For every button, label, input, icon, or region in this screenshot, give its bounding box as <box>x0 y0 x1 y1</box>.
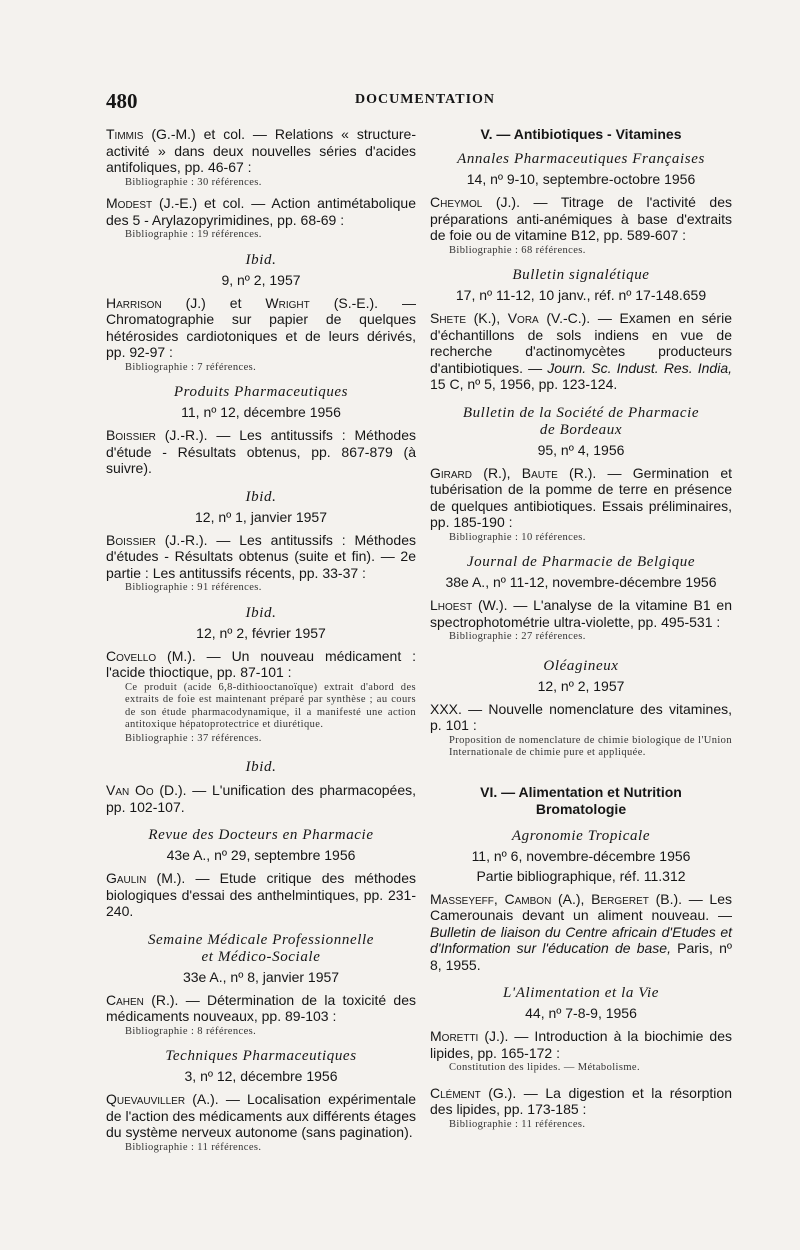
entry-text: (V.-C.). — Examen en série d'échantillons de sols indiens en vue de recherche d'actinomycètes producteurs d'antibiotiques. — <box>430 310 732 376</box>
entry-text: (G.-M.) et col. — Relations « structure-activité » dans deux nouvelles séries d'acides antifoliques, pp. 46-67 : <box>106 126 416 175</box>
entry-text: (J.-E.) et col. — Action antimétabolique des 5 - Arylazopyrimidines, pp. 68-69 : <box>106 195 416 228</box>
entry-note: Bibliographie : 10 références. <box>449 531 586 543</box>
entry-text: (J.) et <box>161 294 266 311</box>
journal-issue: 12, nº 1, janvier 1957 <box>195 508 327 525</box>
entry-note: Bibliographie : 30 références. <box>125 176 262 188</box>
bibliography-entry <box>106 427 416 477</box>
journal-title: et Médico-Sociale <box>201 948 321 965</box>
journal-title: de Bordeaux <box>539 421 623 438</box>
journal-issue: 14, nº 9-10, septembre-octobre 1956 <box>466 171 696 187</box>
entry-note: Bibliographie : 68 références. <box>449 244 586 256</box>
journal-title: Semaine Médicale Professionnelle <box>147 931 375 948</box>
entry-author: Masseyeff <box>430 890 494 907</box>
entry-note: Bibliographie : 11 références. <box>449 1118 586 1130</box>
entry-text: , <box>493 890 505 907</box>
entry-author: Van Oo <box>106 782 154 798</box>
entry-author: Boissier <box>106 531 156 548</box>
bibliography-entry <box>106 992 416 1025</box>
entry-author: Gaulin <box>106 870 147 886</box>
entry-text: (R.). — Détermination de la toxicité des médicaments nouveaux, pp. 89-103 : <box>106 991 416 1024</box>
entry-abstract: Proposition de nomenclature de chimie biologique de l'Union Internationale de chimie pure et appliquée. <box>449 734 732 758</box>
journal-title: Ibid. <box>245 759 277 775</box>
entry-text: Paris, nº 8, 1955. <box>430 940 733 973</box>
journal-issue: 11, nº 12, décembre 1956 <box>181 404 341 420</box>
entry-text: (W.). — L'analyse de la vitamine B1 en spectrophotométrie ultra-violette, pp. 495-531 : <box>430 597 732 630</box>
entry-text: 15 C, nº 5, 1956, pp. 123-124. <box>430 376 618 392</box>
bibliography-entry <box>430 1085 732 1118</box>
section-title: VI. — Alimentation et Nutrition <box>480 783 682 800</box>
entry-text: (M.). — Un nouveau médicament : l'acide thioctique, pp. 87-101 : <box>106 647 416 680</box>
journal-reference: Partie bibliographique, réf. 11.312 <box>476 867 686 884</box>
journal-issue: 95, nº 4, 1956 <box>537 441 625 458</box>
entry-note: Bibliographie : 37 références. <box>125 732 262 744</box>
page-number: 480 <box>106 89 138 113</box>
entry-author: Girard <box>430 464 473 481</box>
entry-text: (M.). — Etude critique des méthodes biologiques d'essai des anthelmintiques, pp. 231-240. <box>106 870 416 919</box>
entry-note: Constitution des lipides. — Métabolisme. <box>449 1062 640 1073</box>
entry-note: Bibliographie : 19 références. <box>125 229 262 240</box>
journal-issue: 9, nº 2, 1957 <box>221 271 301 288</box>
journal-issue: 12, nº 2, février 1957 <box>196 624 326 641</box>
entry-author: Harrison <box>106 294 162 311</box>
journal-issue: 43e A., nº 29, septembre 1956 <box>166 847 356 863</box>
entry-author: Covello <box>106 647 157 664</box>
bibliography-entry <box>430 1028 732 1061</box>
bibliography-entry <box>106 870 416 920</box>
entry-abstract: Ce produit (acide 6,8-dithiooctanoïque) extrait d'abord des extraits de foie est maintenant préparé par synthèse ; au cours de son étude pharmacodynamique, il a manifesté une action antitoxique hépatoprotectrice et diurétique. <box>125 681 416 730</box>
journal-issue: 17, nº 11-12, 10 janv., réf. nº 17-148.659 <box>455 287 707 303</box>
entry-text: (J.). — Titrage de l'activité des préparations anti-anémiques à base d'extraits de foie ou de vitamine B12, pp. 589-607 : <box>430 194 732 243</box>
entry-author: Bergeret <box>591 890 649 907</box>
entry-text: (A.). — Localisation expérimentale de l'action des médicaments aux différents étages du système nerveux autonome (sans pagination). <box>106 1091 416 1140</box>
journal-title: Journal de Pharmacie de Belgique <box>466 554 696 570</box>
entry-text: (S.-E.). — Chromatographie sur papier de quelques hétérosides cardiotoniques et de leurs dérivés, pp. 92-97 : <box>106 294 416 360</box>
entry-text: (A.), <box>551 890 592 907</box>
journal-title: Annales Pharmaceutiques Françaises <box>457 151 705 167</box>
entry-text: (G.). — La digestion et la résorption des lipides, pp. 173-185 : <box>430 1084 732 1117</box>
entry-author: Cambon <box>504 890 552 907</box>
entry-journal: Journ. Sc. Indust. Res. India, <box>547 359 732 376</box>
entry-text: (R.). — Germination et tubérisation de la pomme de terre en présence de quelques antibiotiques. Essais préliminaires, pp. 185-190 : <box>430 464 732 530</box>
entry-author: Quevauviller <box>106 1091 186 1107</box>
entry-author: Cheymol <box>430 194 483 210</box>
entry-note: Bibliographie : 27 références. <box>449 631 586 642</box>
right-column <box>430 126 732 1131</box>
entry-text: (B.). — Les Camerounais devant un aliment nouveau. — <box>430 890 733 923</box>
entry-text: (J.-R.). — Les antitussifs : Méthodes d'études - Résultats obtenus (suite et fin). — 2e partie : Les antitussifs récents, pp. 33-37 : <box>106 531 416 581</box>
entry-author: Moretti <box>430 1028 479 1044</box>
entry-text: (D.). — L'unification des pharmacopées, pp. 102-107. <box>106 782 416 815</box>
entry-note: Bibliographie : 91 références. <box>125 582 262 593</box>
journal-issue: 44, nº 7-8-9, 1956 <box>525 1005 637 1021</box>
bibliography-entry <box>430 465 732 531</box>
journal-title: Bulletin de la Société de Pharmacie <box>462 404 700 421</box>
journal-title: Produits Pharmaceutiques <box>173 384 349 400</box>
journal-title: Ibid. <box>245 604 277 621</box>
journal-issue: 33e A., nº 8, janvier 1957 <box>182 968 340 985</box>
section-subtitle: Bromatologie <box>535 800 627 817</box>
journal-title: Ibid. <box>245 251 277 268</box>
journal-issue: 38e A., nº 11-12, novembre-décembre 1956 <box>445 574 717 590</box>
journal-title: Techniques Pharmaceutiques <box>165 1048 357 1064</box>
bibliography-entry <box>106 532 416 582</box>
entry-author: Baute <box>521 464 558 481</box>
journal-issue: 11, nº 6, novembre-décembre 1956 <box>471 847 691 864</box>
journal-title: Ibid. <box>245 488 277 505</box>
entry-note: Bibliographie : 11 références. <box>125 1141 262 1153</box>
entry-author: Cahen <box>106 991 144 1008</box>
entry-text: (K.), <box>466 310 508 326</box>
bibliography-entry <box>106 648 416 681</box>
journal-title: Agronomie Tropicale <box>511 827 651 844</box>
entry-author: Vora <box>507 310 539 326</box>
section-title: V. — Antibiotiques - Vitamines <box>480 126 682 142</box>
left-column <box>106 126 416 1154</box>
journal-title: Bulletin signalétique <box>512 267 650 283</box>
entry-text: (R.), <box>472 464 522 481</box>
journal-issue: 12, nº 2, 1957 <box>537 677 625 694</box>
journal-title: Revue des Docteurs en Pharmacie <box>148 827 374 843</box>
entry-author: Clément <box>430 1084 481 1101</box>
journal-issue: 3, nº 12, décembre 1956 <box>184 1068 338 1084</box>
journal-title: L'Alimentation et la Vie <box>502 985 660 1001</box>
entry-journal: Bulletin de liaison du Centre africain d'Etudes et d'Information sur l'éducation de base, <box>430 923 732 956</box>
entry-author: Shete <box>430 310 467 326</box>
bibliography-entry <box>430 597 732 630</box>
entry-author: Timmis <box>106 126 144 142</box>
bibliography-entry <box>106 126 416 176</box>
bibliography-entry <box>430 891 732 974</box>
bibliography-entry <box>430 194 732 244</box>
entry-author: Wright <box>265 294 310 311</box>
entry-author: Modest <box>106 195 153 211</box>
bibliography-entry <box>430 310 732 393</box>
bibliography-entry: XXX. — Nouvelle nomenclature des vitamines, p. 101 : <box>430 700 732 733</box>
entry-text: (J.). — Introduction à la biochimie des lipides, pp. 165-172 : <box>430 1028 732 1061</box>
bibliography-entry <box>106 782 416 815</box>
bibliography-entry <box>106 295 416 361</box>
journal-title: Oléagineux <box>543 657 619 674</box>
bibliography-entry <box>106 195 416 228</box>
entry-author: Lhoest <box>430 597 473 613</box>
entry-note: Bibliographie : 8 références. <box>125 1025 257 1037</box>
entry-author: Boissier <box>106 427 156 443</box>
entry-text: (J.-R.). — Les antitussifs : Méthodes d'étude - Résultats obtenus, pp. 867-879 (à suivre). <box>106 427 416 476</box>
running-title: DOCUMENTATION <box>355 92 496 107</box>
entry-note: Bibliographie : 7 références. <box>125 361 257 373</box>
bibliography-entry <box>106 1091 416 1141</box>
